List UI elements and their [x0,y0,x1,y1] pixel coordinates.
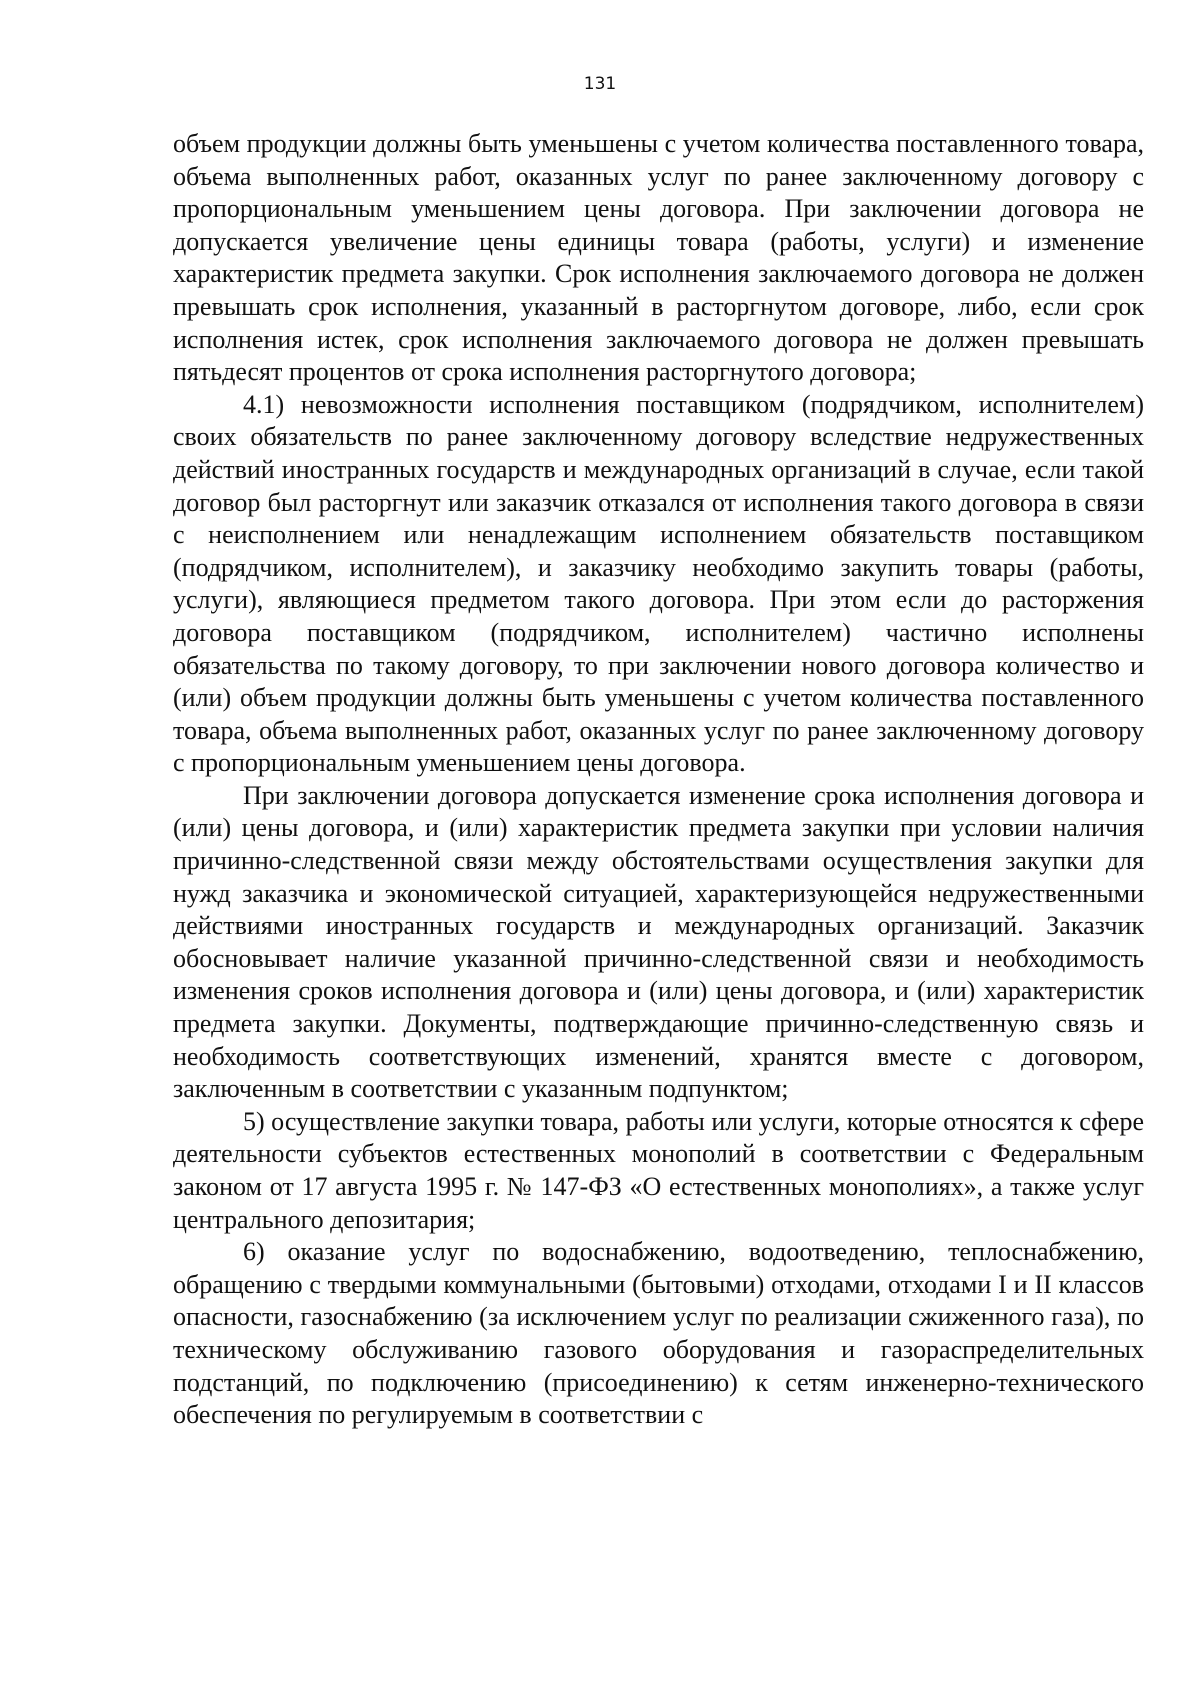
paragraph-item-5: 5) осуществление закупки товара, работы или услуги, которые относятся к сфере деятельности субъектов естественных монополий в соответствии с Федеральным законом от 17 августа 1995 г. № 147-ФЗ «О естественных монополиях», а также услуг центрального депозитария; [173,1106,1144,1234]
page-number: 131 [583,74,617,94]
paragraph-item-4-1: 4.1) невозможности исполнения поставщиком (подрядчиком, исполнителем) своих обязательств по ранее заключенному договору вследствие недружественных действий иностранных государств и международных организаций в случае, если такой договор был расторгнут или заказчик отказался от исполнения такого договора в связи с неисполнением или ненадлежащим исполнением обязательств поставщиком (подрядчиком, исполнителем), и заказчику необходимо закупить товары (работы, услуги), являющиеся предметом такого договора. При этом если до расторжения договора поставщиком (подрядчиком, исполнителем) частично исполнены обязательства по такому договору, то при заключении нового договора количество и (или) объем продукции должны быть уменьшены с учетом количества поставленного товара, объема выполненных работ, оказанных услуг по ранее заключенному договору с пропорциональным уменьшением цены договора. [173,389,1144,778]
document-body [173,128,1144,1432]
paragraph-item-6: 6) оказание услуг по водоснабжению, водоотведению, теплоснабжению, обращению с твердыми коммунальными (бытовыми) отходами, отходами I и II классов опасности, газоснабжению (за исключением услуг по реализации сжиженного газа), по техническому обслуживанию газового оборудования и газораспределительных подстанций, по подключению (присоединению) к сетям инженерно-технического обеспечения по регулируемым в соответствии с [173,1237,1144,1430]
paragraph-continuation: объем продукции должны быть уменьшены с учетом количества поставленного товара, объема выполненных работ, оказанных услуг по ранее заключенному договору с пропорциональным уменьшением цены договора. При заключении договора не допускается увеличение цены единицы товара (работы, услуги) и изменение характеристик предмета закупки. Срок исполнения заключаемого договора не должен превышать срок исполнения, указанный в расторгнутом договоре, либо, если срок исполнения истек, срок исполнения заключаемого договора не должен превышать пятьдесят процентов от срока исполнения расторгнутого договора; [173,129,1144,387]
paragraph-contract-conditions: При заключении договора допускается изменение срока исполнения договора и (или) цены договора, и (или) характеристик предмета закупки при условии наличия причинно-следственной связи между обстоятельствами осуществления закупки для нужд заказчика и экономической ситуацией, характеризующейся недружественными действиями иностранных государств и международных организаций. Заказчик обосновывает наличие указанной причинно-следственной связи и необходимость изменения сроков исполнения договора и (или) цены договора, и (или) характеристик предмета закупки. Документы, подтверждающие причинно-следственную связь и необходимость соответствующих изменений, хранятся вместе с договором, заключенным в соответствии с указанным подпунктом; [173,780,1144,1104]
